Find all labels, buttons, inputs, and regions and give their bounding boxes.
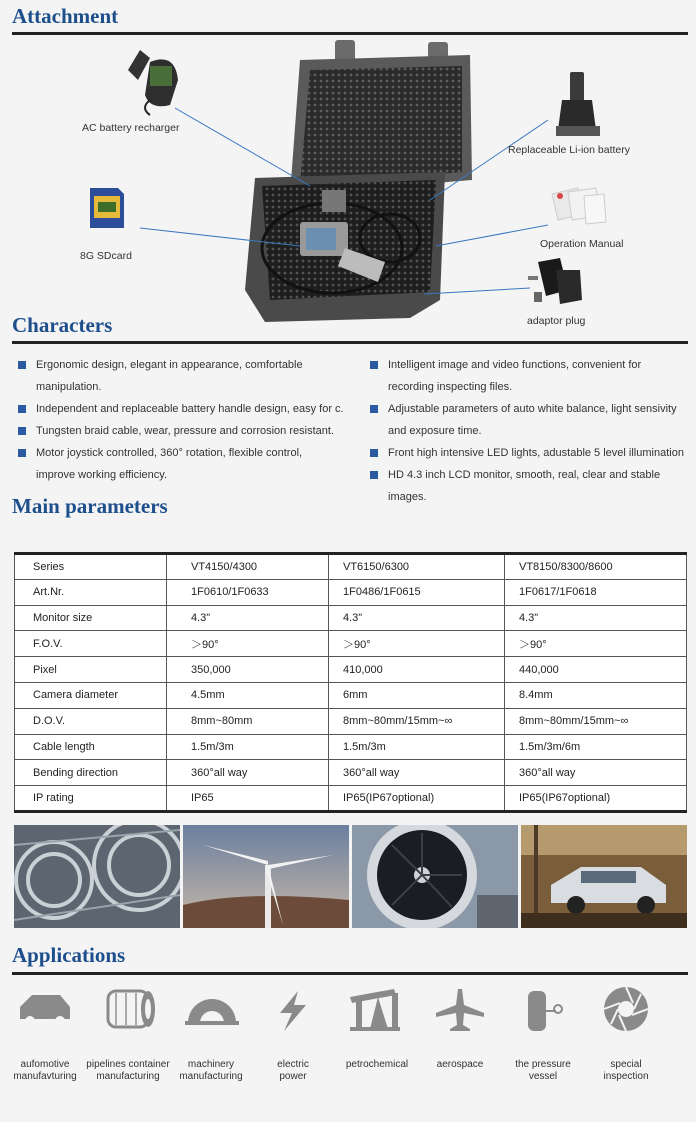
- param-value-cell: 8mm~80mm: [167, 708, 329, 734]
- square-bullet-icon: [370, 449, 378, 457]
- param-name-cell: Art.Nr.: [15, 579, 167, 605]
- pump-jack-icon: [350, 989, 400, 1031]
- square-bullet-icon: [18, 449, 26, 457]
- param-value-cell: ＞90°: [505, 631, 687, 657]
- plug-label: adaptor plug: [527, 315, 586, 327]
- app-pressure-vessel: the pressure vessel: [515, 1059, 571, 1082]
- param-value-cell: VT6150/6300: [329, 554, 505, 580]
- attachment-illustration: [0, 0, 696, 330]
- adaptor-plug-illustration: [528, 258, 582, 304]
- char-item: Tungsten braid cable, wear, pressure and corrosion resistant.: [12, 420, 366, 442]
- param-value-cell: IP65: [167, 786, 329, 812]
- param-value-cell: IP65(IP67optional): [329, 786, 505, 812]
- param-value-cell: 4.3": [329, 605, 505, 631]
- param-value-cell: 1.5m/3m: [329, 734, 505, 760]
- attachment-title: Attachment: [12, 4, 119, 28]
- param-name-cell: F.O.V.: [15, 631, 167, 657]
- param-value-cell: 350,000: [167, 657, 329, 683]
- param-value-cell: 1F0610/1F0633: [167, 579, 329, 605]
- char-item: Ergonomic design, elegant in appearance, comfortable manipulation.: [12, 354, 366, 398]
- param-value-cell: VT4150/4300: [167, 554, 329, 580]
- char-item: Adjustable parameters of auto white balance, light sensivity and exposure time.: [364, 398, 694, 442]
- param-value-cell: 4.3": [167, 605, 329, 631]
- parameters-title: Main parameters: [12, 494, 168, 518]
- table-row: [15, 631, 687, 657]
- car-icon: [20, 995, 70, 1026]
- param-value-cell: 1.5m/3m: [167, 734, 329, 760]
- table-row: [15, 579, 687, 605]
- applications-rule: [12, 972, 688, 975]
- param-name-cell: Monitor size: [15, 605, 167, 631]
- square-bullet-icon: [18, 361, 26, 369]
- square-bullet-icon: [370, 471, 378, 479]
- param-name-cell: Series: [15, 554, 167, 580]
- gear-icon: [185, 999, 239, 1025]
- battery-label: Replaceable Li-ion battery: [508, 144, 630, 156]
- table-row: [15, 708, 687, 734]
- car-factory-photo: [521, 825, 687, 928]
- vessel-icon: [528, 991, 562, 1031]
- param-name-cell: Bending direction: [15, 760, 167, 786]
- param-value-cell: 440,000: [505, 657, 687, 683]
- characters-title: Characters: [12, 313, 113, 337]
- param-value-cell: 360°all way: [329, 760, 505, 786]
- characters-right-list: [364, 354, 694, 508]
- square-bullet-icon: [18, 405, 26, 413]
- pipe-icon: [108, 991, 155, 1027]
- lightning-icon: [280, 991, 306, 1031]
- app-aerospace: aerospace: [436, 1059, 484, 1070]
- char-item: HD 4.3 inch LCD monitor, smooth, real, clear and stable images.: [364, 464, 694, 508]
- table-row: [15, 760, 687, 786]
- param-value-cell: 8mm~80mm/15mm~∞: [329, 708, 505, 734]
- sdcard-label: 8G SDcard: [80, 250, 132, 262]
- airplane-icon: [436, 989, 484, 1031]
- aperture-icon: [604, 987, 648, 1031]
- table-row: [15, 734, 687, 760]
- manual-illustration: [552, 188, 606, 224]
- table-row: [15, 657, 687, 683]
- param-value-cell: 360°all way: [505, 760, 687, 786]
- square-bullet-icon: [370, 405, 378, 413]
- param-value-cell: 4.5mm: [167, 682, 329, 708]
- characters-rule: [12, 341, 688, 344]
- application-icons: [0, 985, 696, 1045]
- square-bullet-icon: [370, 361, 378, 369]
- char-item: Intelligent image and video functions, convenient for recording inspecting files.: [364, 354, 694, 398]
- ac-charger-illustration: [128, 50, 178, 115]
- param-name-cell: Camera diameter: [15, 682, 167, 708]
- param-value-cell: 6mm: [329, 682, 505, 708]
- square-bullet-icon: [18, 427, 26, 435]
- param-value-cell: ＞90°: [329, 631, 505, 657]
- parameters-table: [14, 552, 687, 813]
- param-value-cell: 1F0617/1F0618: [505, 579, 687, 605]
- param-name-cell: Pixel: [15, 657, 167, 683]
- characters-left-list: [12, 354, 366, 486]
- jet-engine-photo: [352, 825, 518, 928]
- sdcard-illustration: [90, 188, 124, 228]
- param-value-cell: 360°all way: [167, 760, 329, 786]
- param-value-cell: 4.3": [505, 605, 687, 631]
- param-value-cell: 8mm~80mm/15mm~∞: [505, 708, 687, 734]
- app-petrochemical: petrochemical: [345, 1059, 409, 1070]
- char-item: Independent and replaceable battery handle design, easy for c.: [12, 398, 366, 420]
- param-value-cell: 410,000: [329, 657, 505, 683]
- table-row: [15, 786, 687, 812]
- app-machinery: machinery manufacturing: [179, 1059, 243, 1082]
- case-body-illustration: [245, 172, 445, 322]
- app-pipelines: pipelines container manufacturing: [86, 1059, 170, 1082]
- applications-title: Applications: [12, 943, 126, 967]
- battery-illustration: [556, 72, 600, 136]
- param-name-cell: IP rating: [15, 786, 167, 812]
- wind-turbine-photo: [183, 825, 349, 928]
- manual-label: Operation Manual: [540, 238, 624, 250]
- table-row: [15, 682, 687, 708]
- char-item: Motor joystick controlled, 360° rotation, flexible control, improve working efficiency.: [12, 442, 366, 486]
- table-row: [15, 554, 687, 580]
- param-value-cell: VT8150/8300/8600: [505, 554, 687, 580]
- param-value-cell: ＞90°: [167, 631, 329, 657]
- app-electric: electric power: [277, 1059, 309, 1082]
- param-value-cell: IP65(IP67optional): [505, 786, 687, 812]
- param-value-cell: 1F0486/1F0615: [329, 579, 505, 605]
- param-value-cell: 8.4mm: [505, 682, 687, 708]
- param-name-cell: D.O.V.: [15, 708, 167, 734]
- table-row: [15, 605, 687, 631]
- app-automotive: aufomotive manufavturing: [13, 1059, 77, 1082]
- param-name-cell: Cable length: [15, 734, 167, 760]
- app-special-inspection: special inspection: [603, 1059, 649, 1082]
- case-lid-illustration: [290, 40, 472, 195]
- recharger-label: AC battery recharger: [82, 122, 180, 134]
- param-value-cell: 1.5m/3m/6m: [505, 734, 687, 760]
- gears-photo: [14, 825, 180, 928]
- char-item: Front high intensive LED lights, adustable 5 level illumination: [364, 442, 694, 464]
